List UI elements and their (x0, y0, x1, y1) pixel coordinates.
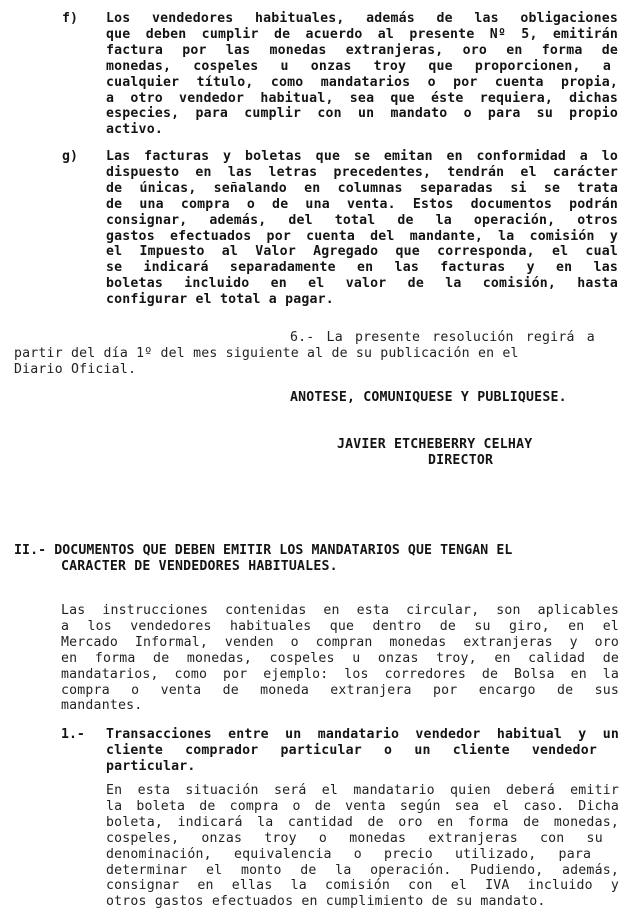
item-f-line: especies, para cumplir con un mandato o para su propio (106, 106, 618, 122)
item-1-body-line: la boleta de compra o de venta según sea el caso. Dicha (106, 798, 619, 814)
item-1-heading-line: cliente comprador particular o un cliente vendedor (106, 742, 597, 758)
item-1-body-paragraph (106, 783, 619, 910)
item-g-line: gastos efectuados por cuenta del mandante, la comisión y (106, 228, 618, 244)
item-g-line: dispuesto en las letras precedentes, tendrán el carácter (106, 164, 618, 180)
item-1-body-line: denominación, equivalencia o precio utilizado, para (106, 846, 592, 862)
item-1-body-line: determinar el monto de la operación. Pudiendo, además, (106, 862, 619, 878)
item-g-line: Las facturas y boletas que se emitan en conformidad a lo (106, 149, 618, 164)
item-g-line: de una compra o de una venta. Estos documentos podrán (106, 196, 618, 212)
item-g-line: consignar, además, del total de la operación, otros (106, 212, 618, 228)
item-6-line-1: 6.- La presente resolución regirá a (290, 330, 595, 345)
item-f-line: activo. (106, 122, 163, 138)
item-6-line-3: Diario Oficial. (14, 362, 137, 377)
item-f-label: f) (62, 11, 78, 26)
item-1-body-line: consignar en ellas la comisión con el IVA incluido y (106, 878, 619, 894)
item-g-line: se indicará separadamente en las facturas y en las (106, 260, 618, 276)
item-g-line: configurar el total a pagar. (106, 292, 334, 308)
item-g-line: el Impuesto al Valor Agregado que corresponda, el cual (106, 244, 618, 260)
section-ii-intro-line: mandatarios, como por ejemplo: los corredores de Bolsa en la (61, 666, 619, 682)
item-1-body-line: En esta situación será el mandatario quien deberá emitir (106, 783, 619, 798)
item-g-paragraph (106, 149, 618, 308)
section-ii-heading-line-2: CARACTER DE VENDEDORES HABITUALES. (61, 559, 338, 574)
item-1-heading-line: particular. (106, 758, 196, 774)
item-6-line-2: partir del día 1º del mes siguiente al de su publicación en el (14, 346, 519, 361)
closing-phrase: ANOTESE, COMUNIQUESE Y PUBLIQUESE. (290, 390, 567, 405)
item-f-line: cualquier título, como mandatarios o por cuenta propia, (106, 74, 618, 90)
item-f-paragraph (106, 11, 618, 138)
section-ii-intro-paragraph (61, 603, 619, 714)
item-f-line: monedas, cospeles u onzas troy que proporcionen, a (106, 58, 611, 74)
signature-title: DIRECTOR (428, 453, 494, 468)
section-ii-intro-line: compra o venta de moneda extranjera por encargo de sus (61, 682, 619, 698)
item-f-line: Los vendedores habituales, además de las obligaciones (106, 11, 618, 26)
item-g-label: g) (62, 149, 78, 164)
signature-name: JAVIER ETCHEBERRY CELHAY (337, 437, 533, 452)
section-ii-intro-line: mandantes. (61, 698, 143, 714)
item-1-label: 1.- (61, 727, 85, 742)
section-ii-intro-line: Mercado Informal, venden o compran monedas extranjeras y oro (61, 634, 619, 650)
section-ii-intro-line: en forma de monedas, cospeles u onzas troy, en calidad de (61, 650, 619, 666)
item-f-line: factura por las monedas extranjeras, oro en forma de (106, 42, 618, 58)
section-ii-intro-line: Las instrucciones contenidas en esta circular, son aplicables (61, 603, 619, 618)
item-g-line: boletas incluido en el valor de la comisión, hasta (106, 276, 618, 292)
item-1-body-line: cospeles, onzas troy o monedas extranjeras con su (106, 830, 603, 846)
item-1-heading-line: Transacciones entre un mandatario vendedor habitual y un (106, 727, 619, 742)
item-1-body-line: boleta, indicará la cantidad de oro en forma de monedas, (106, 814, 619, 830)
item-f-line: que deben cumplir de acuerdo al presente Nº 5, emitirán (106, 26, 618, 42)
item-g-line: de únicas, señalando en columnas separadas si se trata (106, 180, 618, 196)
section-ii-heading-line-1: II.- DOCUMENTOS QUE DEBEN EMITIR LOS MANDATARIOS QUE TENGAN EL (14, 543, 513, 558)
item-1-body-line: otros gastos efectuados en cumplimiento de su mandato. (106, 894, 546, 910)
item-f-line: a otro vendedor habitual, sea que éste requiera, dichas (106, 90, 618, 106)
item-1-heading (106, 727, 619, 775)
section-ii-intro-line: a los vendedores habituales que dentro de su giro, en el (61, 618, 619, 634)
